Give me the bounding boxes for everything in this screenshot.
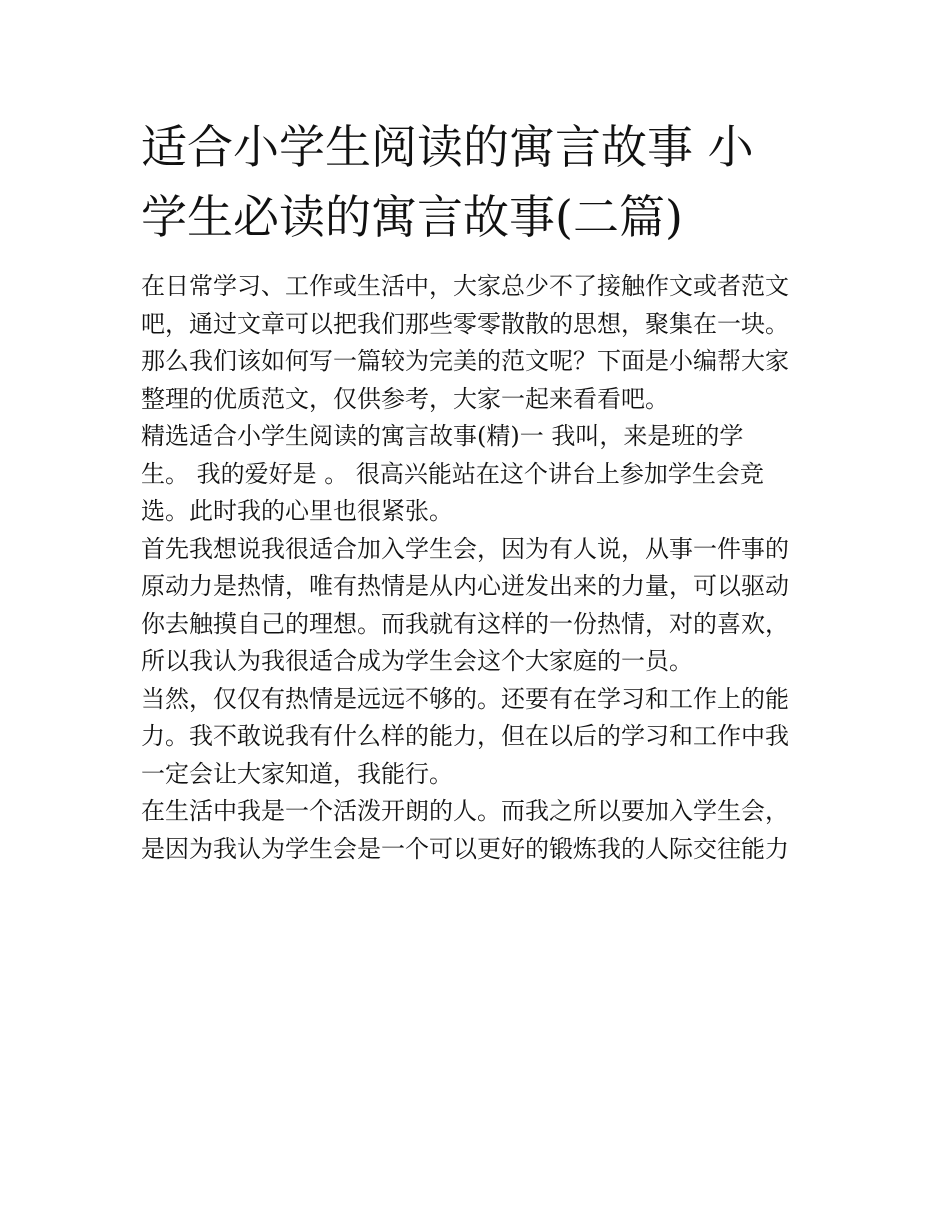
text-line: 首先我想说我很适合加入学生会，因为有人说，从事一件事的 [141, 534, 789, 563]
text-line: 你去触摸自己的理想。而我就有这样的一份热情，对的喜欢， [141, 609, 789, 638]
title-line: 适合小学生阅读的寓言故事 小 [141, 120, 754, 174]
text-line: 那么我们该如何写一篇较为完美的范文呢？下面是小编帮大家 [141, 347, 789, 375]
text-line: 生。 我的爱好是 。 很高兴能站在这个讲台上参加学生会竞 [141, 459, 764, 488]
text-line: 是因为我认为学生会是一个可以更好的锻炼我的人际交往能力 [141, 834, 789, 863]
text-line: 原动力是热情，唯有热情是从内心迸发出来的力量，可以驱动 [141, 572, 789, 600]
text-line: 精选适合小学生阅读的寓言故事(精)一 我叫，来是班的学 [141, 422, 744, 450]
text-line: 在生活中我是一个活泼开朗的人。而我之所以要加入学生会， [141, 797, 789, 825]
document-body [141, 112, 813, 868]
document-title [141, 112, 813, 252]
paragraph-intro [141, 268, 813, 418]
title-line: 学生必读的寓言故事(二篇) [141, 190, 683, 244]
text-line: 一定会让大家知道，我能行。 [141, 759, 453, 788]
text-line: 整理的优质范文，仅供参考，大家一起来看看吧。 [141, 384, 669, 413]
text-line: 吧，通过文章可以把我们那些零零散散的思想，聚集在一块。 [141, 309, 789, 338]
paragraph-self-introduction [141, 418, 813, 531]
paragraph-personality [141, 793, 813, 868]
paragraph-ability [141, 681, 813, 794]
text-line: 力。我不敢说我有什么样的能力，但在以后的学习和工作中我 [141, 722, 789, 750]
text-line: 选。此时我的心里也很紧张。 [141, 497, 453, 525]
text-line: 在日常学习、工作或生活中，大家总少不了接触作文或者范文 [141, 272, 789, 300]
text-line: 所以我认为我很适合成为学生会这个大家庭的一员。 [141, 647, 693, 675]
text-line: 当然，仅仅有热情是远远不够的。还要有在学习和工作上的能 [141, 684, 789, 713]
paragraph-enthusiasm [141, 531, 813, 681]
